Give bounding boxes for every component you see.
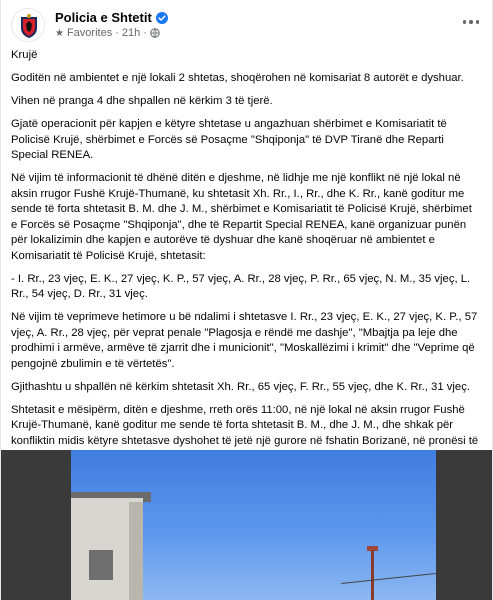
post-paragraph: Krujë [11, 49, 38, 61]
post-paragraph: - I. Rr., 23 vjeç, E. K., 27 vjeç, K. P., 57 vjeç, A. Rr., 28 vjeç, P. Rr., 65 vjeç, N. M., 35 vjeç, L. Rr., 54 vjeç, D. Rr., 31 vjeç. [11, 272, 471, 300]
post-photo[interactable] [1, 450, 493, 600]
post-paragraph: Gjatë operacionit për kapjen e këtyre shtetase u angazhuan shërbimet e Komisariatit të Policisë Krujë, shërbimet e Forcës së Posaçme "Shqiponja" të DVP Tiranë dhe Reparti Special RENEA. [11, 118, 447, 161]
page-avatar[interactable] [11, 8, 45, 42]
post-paragraph: Në vijim të informacionit të dhënë ditën e djeshme, në lidhje me një konflikt në një lokal në aksin rrugor Fushë Krujë-Thumanë, ku shtetasit Xh. Rr., I., Rr., dhe K. Rr., kanë goditur me sende të forta shtetasit B. M. dhe J. M., shërbimet e Komisariatit të Policisë Krujë, shërbimet e Forcës së Posaçme "Shqiponja", dhe të Repartit Special RENEA, kanë organizuar punën për lokalizimin dhe kapjen e autorëve të dyshuar dhe kanë shoqëruar në ambientet e Komisariatit të Policisë Krujë, shtetasit: [11, 172, 472, 262]
photo-border-left [1, 450, 71, 600]
photo-building-shadow [129, 502, 143, 600]
meta-separator-2: · [143, 27, 147, 39]
page-name[interactable] [55, 10, 168, 25]
photo-pole [371, 550, 374, 600]
post-meta [55, 27, 160, 39]
post-paragraph: Shtetasit e mësipërm, ditën e djeshme, rreth orës 11:00, në një lokal në aksin rrugor Fushë Krujë-Thumanë, kanë goditur me sende të forta shtetasit B. M., dhe J. M., dhe shkak për konfliktin midis këtyre shtetasve dyshohet të jetë një gurore në fshatin Borizanë, në pronësi të [11, 403, 479, 447]
photo-building-window [89, 550, 113, 580]
star-icon: ★ [55, 27, 64, 39]
meta-separator: · [115, 27, 119, 39]
police-logo-icon [12, 9, 45, 42]
post-paragraph: Goditën në ambientet e një lokali 2 shtetas, shoqërohen në komisariat 8 autorët e dyshuar. [11, 72, 464, 84]
photo-border-right [436, 450, 493, 600]
globe-icon [150, 28, 160, 38]
post-time[interactable]: 21h [121, 27, 141, 39]
verified-badge-icon [156, 12, 168, 24]
audience-label[interactable]: Favorites [66, 27, 113, 39]
page-name-label[interactable]: Policia e Shtetit [55, 10, 152, 25]
more-options-icon[interactable] [458, 12, 484, 32]
post-paragraph: Gjithashtu u shpallën në kërkim shtetasit Xh. Rr., 65 vjeç, F. Rr., 55 vjeç, dhe K. Rr., 31 vjeç. [11, 380, 470, 393]
post-paragraph: Në vijim të veprimeve hetimore u bë ndalimi i shtetasve I. Rr., 23 vjeç, E. K., 27 vjeç, K. P., 57 vjeç, A. Rr., 28 vjeç, për veprat penale "Plagosja e rëndë me dashje", "Mbajtja pa leje dhe prodhimi i armëve, armëve të zjarrit dhe i municionit", "Moskallëzimi i krimit" dhe "Veprime që pengojnë zbulimin e të vërtetës". [11, 311, 478, 370]
post-paragraph: Vihen në pranga 4 dhe shpallen në kërkim 3 të tjerë. [11, 95, 273, 107]
post-header [11, 8, 486, 42]
